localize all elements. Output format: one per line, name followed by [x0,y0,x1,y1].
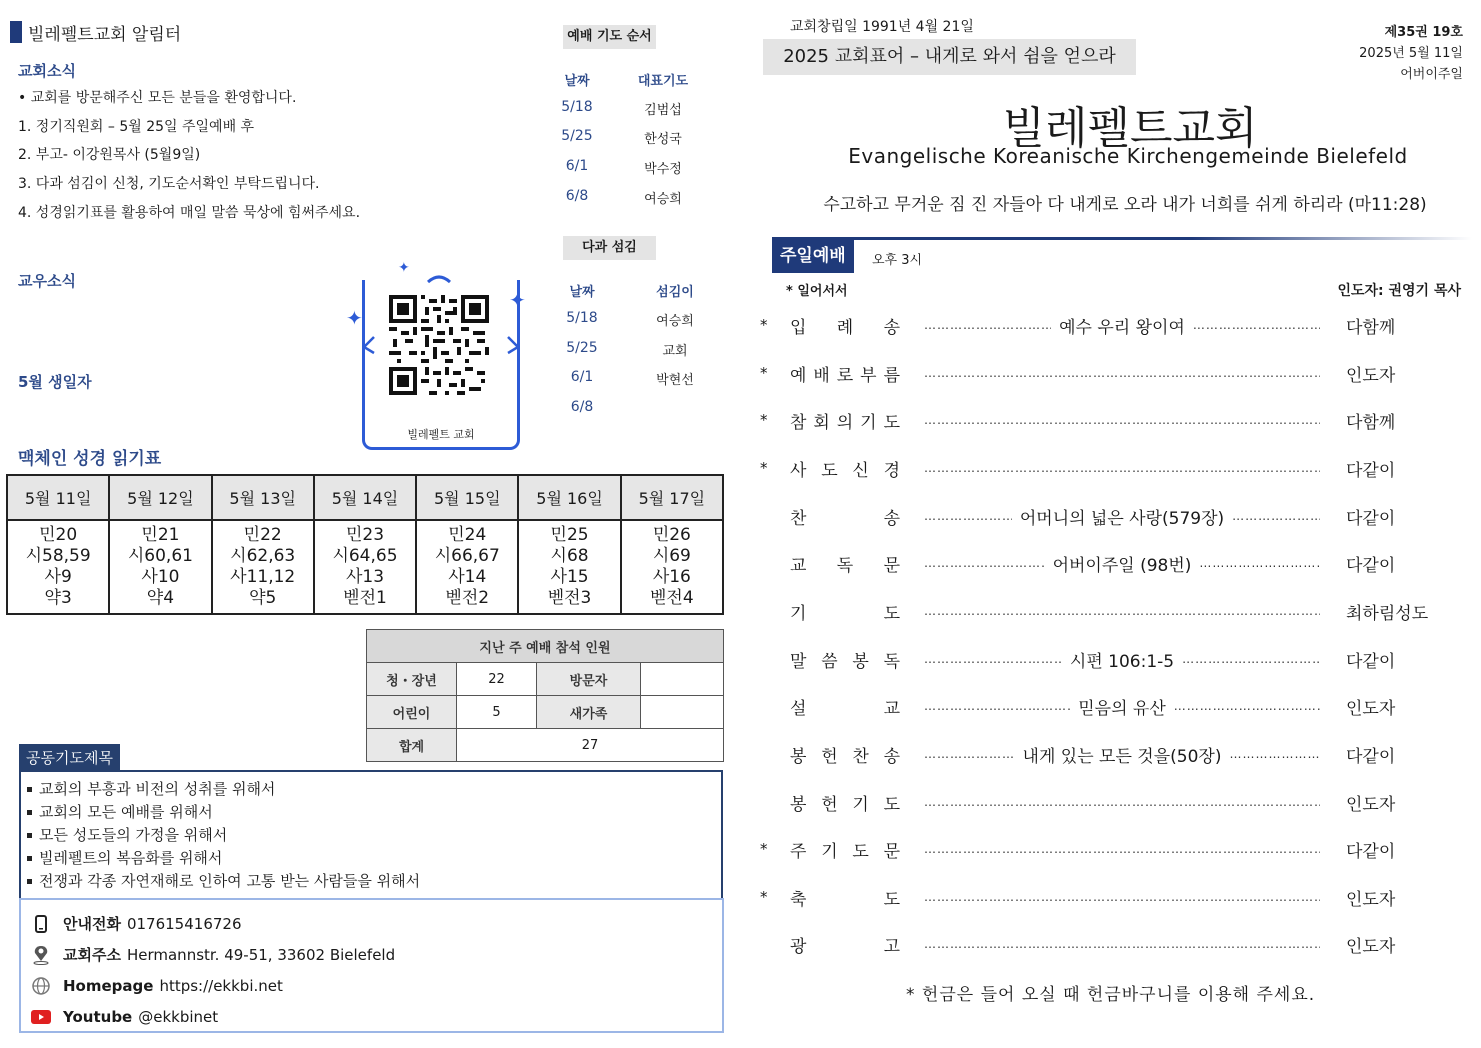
order-item-label [790,932,900,957]
reading-table [6,474,724,615]
prayer-order-date: 6/8 [565,188,589,204]
order-item-leader-line [924,551,1320,576]
stand-mark: * [760,459,768,477]
phone-icon [29,914,53,934]
worship-divider [772,237,1472,240]
prayer-topic [27,847,715,870]
order-item [760,929,1460,959]
order-item-label-char: 봉 [852,651,869,672]
reading-day: 5월 16일 [518,475,620,520]
worship-title: 주일예배 [772,239,854,273]
bullet-icon [27,833,32,838]
reading-line: 시62,63 [230,546,296,566]
order-item-label-char: 회 [813,412,830,433]
order-item-label-char: 기 [852,794,869,815]
members-section-title: 교우소식 [18,272,76,290]
order-item-label-char: 문 [883,841,900,862]
reading-day: 5월 11일 [7,475,109,520]
order-item-performer: 인도자 [1346,936,1396,957]
order-item-label [790,599,900,624]
order-item-label-char: 도 [883,889,900,910]
order-item-label-char: 봉 [790,746,807,767]
order-item-label-char: 로 [836,365,854,386]
order-item-performer: 인도자 [1346,889,1396,910]
order-item-label-char: 도 [883,794,900,815]
contact-box [19,898,724,1033]
attendance-title: 지난 주 예배 참석 인원 [367,630,724,663]
dot-leader [1174,699,1320,713]
dot-leader [924,318,1051,332]
dot-leader [924,890,1320,904]
reading-line: 벧전2 [445,588,490,608]
order-item-label-char: 송 [883,317,900,338]
snack-date: 6/1 [570,369,594,385]
reading-line: 민21 [141,525,180,545]
phone-label: 안내전화 [63,915,121,933]
order-item [760,644,1460,674]
order-item-label-char: 고 [883,936,900,957]
order-item [760,739,1460,769]
sparkle-icon: ✦ [509,288,526,312]
news-item: 1. 정기직원회 – 5월 25일 주일예배 후 [18,119,255,135]
order-item [760,596,1460,626]
reading-cell [621,520,723,614]
order-item-label-char: 름 [883,365,900,386]
snack-date: 6/8 [570,399,594,415]
dot-leader [924,937,1320,951]
attendance-value [641,663,724,696]
order-item-label-char: 독 [836,555,854,576]
order-item-content: 어버이주일 (98번) [1052,555,1192,576]
order-item-leader-line [924,647,1320,672]
order-item-label [790,694,900,719]
order-item [760,453,1460,483]
reading-line: 사15 [550,567,589,587]
order-item-leader-line [924,504,1320,529]
stand-mark: * [760,840,768,858]
order-item-label-char: 문 [883,555,900,576]
dot-leader [1193,318,1320,332]
order-item-label-char: 도 [852,841,869,862]
board-title [10,20,181,44]
reading-line: 벧전1 [343,588,387,608]
order-item-label-char: 부 [860,365,877,386]
order-item-label-char: 광 [790,936,807,957]
phone-number[interactable]: 017615416726 [126,914,242,933]
news-section-title: 교회소식 [18,62,76,80]
dot-leader [924,604,1320,618]
order-item-label-char: 송 [883,746,900,767]
snack-name: 여승희 [656,314,694,329]
snack-date: 5/25 [566,340,598,356]
order-item-label-char: 기 [790,603,807,624]
reading-day: 5월 12일 [109,475,211,520]
order-item-content: 어머니의 넓은 사랑(579장) [1019,508,1225,529]
reading-cell [518,520,620,614]
issue-info [1359,22,1463,85]
news-item: 4. 성경읽기표를 활용하여 매일 말씀 묵상에 힘써주세요. [18,205,361,221]
order-item-leader-line [924,313,1320,338]
contact-phone-row [29,908,714,939]
order-item-content: 시편 106:1-5 [1069,651,1175,672]
snack-col-person: 섬김이 [656,285,694,300]
dot-leader [924,795,1320,809]
dot-leader [924,366,1320,380]
order-item [760,310,1460,340]
order-item-leader-line [924,742,1320,767]
order-item-leader-line [924,413,1320,427]
order-item [760,358,1460,388]
homepage-label: Homepage [63,976,154,995]
attendance-value: 5 [457,696,537,729]
reading-line: 민22 [243,525,282,545]
order-item [760,691,1460,721]
order-item-performer: 다같이 [1346,746,1396,767]
sunday-name: 어버이주일 [1400,67,1463,82]
order-item-performer: 다같이 [1346,651,1396,672]
order-item-label-char: 신 [852,460,869,481]
reading-line: 벧전4 [650,588,694,608]
order-item-label-char: 주 [790,841,807,862]
reading-line: 사13 [345,567,385,587]
order-item-label-char: 도 [883,412,900,433]
prayer-topic [27,801,715,824]
order-item-content: 예수 우리 왕이여 [1059,317,1185,338]
worship-leader: 인도자: 권영기 목사 [1337,283,1461,299]
founding-date: 교회창립일 1991년 4월 21일 [790,19,974,35]
order-item-label-char: 말 [790,651,807,672]
order-item-label-char: 찬 [790,508,807,529]
news-item: 3. 다과 섬김이 신청, 기도순서확인 부탁드립니다. [18,176,320,192]
order-item [760,548,1460,578]
dot-leader [924,842,1320,856]
order-item-performer: 다같이 [1346,841,1396,862]
stand-mark: * [760,364,768,382]
worship-time: 오후 3시 [872,253,923,268]
order-item [760,405,1460,435]
birthday-title: 5월 생일자 [18,373,92,391]
volume-number: 제35권 19호 [1384,25,1463,40]
order-item-leader-line [924,366,1320,380]
order-item-label-char: 기 [860,412,877,433]
reading-line: 시58,59 [25,546,91,566]
youtube-icon [29,1007,53,1027]
reading-title: 맥체인 성경 읽기표 [18,449,162,469]
order-item-label [790,551,900,576]
order-item-leader-line [924,795,1320,809]
bible-verse: 수고하고 무거운 짐 진 자들아 다 내게로 오라 내가 너희를 쉬게 하리라 (마11:28) [823,195,1427,215]
order-item-label-char: 사 [790,460,807,481]
stand-mark: * [760,411,768,429]
church-name-german: Evangelische Koreanische Kirchengemeinde Bielefeld [848,144,1408,168]
stand-mark: * [760,888,768,906]
reading-header-row [7,475,723,520]
attendance-label: 청・장년 [367,663,457,696]
attendance-value: 22 [457,663,537,696]
order-item-label-char: 독 [883,651,900,672]
reading-line: 사10 [141,567,180,587]
contact-youtube-row [29,1001,714,1032]
snack-col-date: 날짜 [569,285,595,300]
order-item-label-char: 예 [790,365,807,386]
reading-cell [109,520,211,614]
qr-caption: 빌레펠트 교회 [407,428,475,441]
order-item-leader-line [924,937,1320,951]
attendance-label: 방문자 [537,663,641,696]
order-item-performer: 다같이 [1346,460,1396,481]
youtube-label: Youtube [63,1007,133,1026]
order-item-label [790,790,900,815]
order-item [760,787,1460,817]
order-item-label-char: 도 [883,603,900,624]
dot-leader [924,652,1062,666]
attendance-label: 어린이 [367,696,457,729]
prayer-topic-text: 전쟁과 각종 자연재해로 인하여 고통 받는 사람들을 위해서 [39,872,421,890]
order-item-performer: 인도자 [1346,698,1396,719]
prayer-order-name: 김범섭 [644,103,682,118]
reading-line: 사14 [448,567,487,587]
snack-date: 5/18 [566,310,598,326]
homepage-link[interactable]: https://ekkbi.net [159,976,283,995]
order-item-label [790,408,900,433]
reading-line: 약5 [249,588,277,608]
order-item-label-char: 경 [883,460,900,481]
globe-icon [29,976,53,996]
order-item-content: 믿음의 유산 [1078,698,1166,719]
location-pin-icon [29,945,53,965]
prayer-topic [27,870,715,893]
reading-line: 민26 [652,525,691,545]
order-item-performer: 인도자 [1346,794,1396,815]
reading-line: 민23 [345,525,385,545]
order-item-label-char: 헌 [821,794,838,815]
prayer-topic-text: 교회의 부흥과 비전의 성취를 위해서 [39,780,276,798]
sparkle-icon: ✦ [346,306,363,330]
reading-line: 사11,12 [230,567,296,587]
order-item-label [790,504,900,529]
prayer-order-date: 6/1 [565,158,589,174]
order-item-label-char: 참 [790,412,807,433]
snack-name: 교회 [662,344,688,359]
youtube-handle[interactable]: @ekkbinet [138,1007,219,1026]
prayer-order-name: 박수정 [644,162,682,177]
title-accent-bar [10,21,22,43]
order-item-label-char: 교 [883,698,900,719]
prayer-order-date: 5/18 [561,99,593,115]
reading-line: 시66,67 [434,546,500,566]
stand-mark: * [760,316,768,334]
prayer-topic-text: 빌레펠트의 복음화를 위해서 [39,849,223,867]
order-item-label-char: 씀 [821,651,838,672]
reading-line: 벧전3 [547,588,592,608]
church-name: 빌레펠트교회 [1002,103,1258,154]
bullet-icon [27,787,32,792]
dot-leader [924,747,1015,761]
order-item-label [790,742,900,767]
address-label: 교회주소 [63,946,121,964]
order-item [760,501,1460,531]
attendance-label: 새가족 [537,696,641,729]
order-item-performer: 다함께 [1346,317,1396,338]
order-item-leader-line [924,604,1320,618]
reading-line: 약4 [146,588,175,608]
reading-day: 5월 15일 [416,475,518,520]
order-item-performer: 인도자 [1346,365,1396,386]
order-item-label-char: 의 [836,412,854,433]
order-item-label-char: 송 [883,508,900,529]
order-item-label [790,837,900,862]
order-item-leader-line [924,461,1320,475]
prayer-topics-box [19,770,723,900]
prayer-topic-text: 교회의 모든 예배를 위해서 [39,803,213,821]
order-item-label-char: 례 [836,317,854,338]
offering-note: * 헌금은 들어 오실 때 헌금바구니를 이용해 주세요. [906,985,1316,1005]
order-item-label [790,647,900,672]
order-item [760,882,1460,912]
church-motto: 2025 교회표어 – 내게로 와서 쉼을 얻으라 [763,39,1136,75]
reading-day: 5월 17일 [621,475,723,520]
dot-leader [924,413,1320,427]
order-item-label-char: 축 [790,889,807,910]
order-item [760,834,1460,864]
reading-day: 5월 13일 [212,475,314,520]
reading-line: 사9 [44,567,72,587]
attendance-value [641,696,724,729]
order-item-label-char: 입 [790,317,807,338]
dot-leader [924,461,1320,475]
dot-leader [924,509,1012,523]
attendance-table [366,629,724,762]
dot-leader [924,699,1070,713]
bullet-icon [27,856,32,861]
order-item-leader-line [924,694,1320,719]
order-item-performer: 최하림성도 [1346,603,1429,624]
order-item-leader-line [924,890,1320,904]
order-item-performer: 다같이 [1346,508,1396,529]
snack-title: 다과 섬김 [563,236,656,260]
prayer-order-name: 여승희 [644,192,682,207]
prayer-topic [27,824,715,847]
attendance-total-value: 27 [457,729,724,762]
prayer-order-col-person: 대표기도 [637,74,689,89]
reading-cell [416,520,518,614]
order-item-label [790,885,900,910]
bullet-icon [27,879,32,884]
prayer-topic [27,778,715,801]
prayer-topics-title: 공동기도제목 [19,744,120,770]
contact-homepage-row [29,970,714,1001]
dot-leader [1232,509,1320,523]
order-item-label-char: 도 [821,460,838,481]
order-item-label-char: 봉 [790,794,807,815]
reading-line: 시68 [550,546,589,566]
order-item-label-char: 기 [821,841,838,862]
reading-line: 민24 [448,525,487,545]
address-text: Hermannstr. 49-51, 33602 Bielefeld [126,945,396,964]
stand-note: * 일어서서 [786,284,848,299]
reading-body-row [7,520,723,614]
order-item-label-char: 헌 [821,746,838,767]
contact-address-row [29,939,714,970]
dot-leader [1229,747,1320,761]
reading-line: 민20 [39,525,78,545]
reading-cell [212,520,314,614]
reading-line: 시69 [652,546,691,566]
order-item-content: 내게 있는 모든 것을(50장) [1022,746,1222,767]
reading-line: 약3 [44,588,72,608]
order-item-label [790,456,900,481]
order-item-leader-line [924,842,1320,856]
prayer-order-name: 한성국 [644,132,682,147]
prayer-topic-text: 모든 성도들의 가정을 위해서 [39,826,228,844]
bullet-icon [27,810,32,815]
dot-leader [1182,652,1320,666]
order-item-label-char: 설 [790,698,807,719]
prayer-order-title: 예배 기도 순서 [563,25,656,49]
reading-line: 시60,61 [127,546,193,566]
prayer-order-col-date: 날짜 [564,74,590,89]
order-item-label [790,361,900,386]
board-title-text: 빌레펠트교회 알림터 [28,24,182,45]
reading-cell [7,520,109,614]
news-item: 2. 부고- 이강원목사 (5월9일) [18,147,201,163]
dot-leader [924,556,1045,570]
reading-line: 사16 [652,567,691,587]
reading-line: 시64,65 [332,546,398,566]
attendance-total-label: 합계 [367,729,457,762]
news-item: • 교회를 방문해주신 모든 분들을 환영합니다. [18,90,297,106]
order-item-performer: 다같이 [1346,555,1396,576]
reading-line: 민25 [550,525,589,545]
issue-date: 2025년 5월 11일 [1359,46,1463,61]
sparkle-icon: ✦ [398,260,410,276]
reading-day: 5월 14일 [314,475,416,520]
dot-leader [1199,556,1320,570]
order-item-label-char: 배 [813,365,830,386]
order-item-label-char: 교 [790,555,807,576]
reading-cell [314,520,416,614]
snack-name: 박현선 [656,373,694,388]
qr-code-icon[interactable] [388,295,490,395]
order-item-label-char: 찬 [852,746,869,767]
prayer-order-date: 5/25 [561,128,593,144]
order-item-label [790,313,900,338]
order-item-performer: 다함께 [1346,412,1396,433]
